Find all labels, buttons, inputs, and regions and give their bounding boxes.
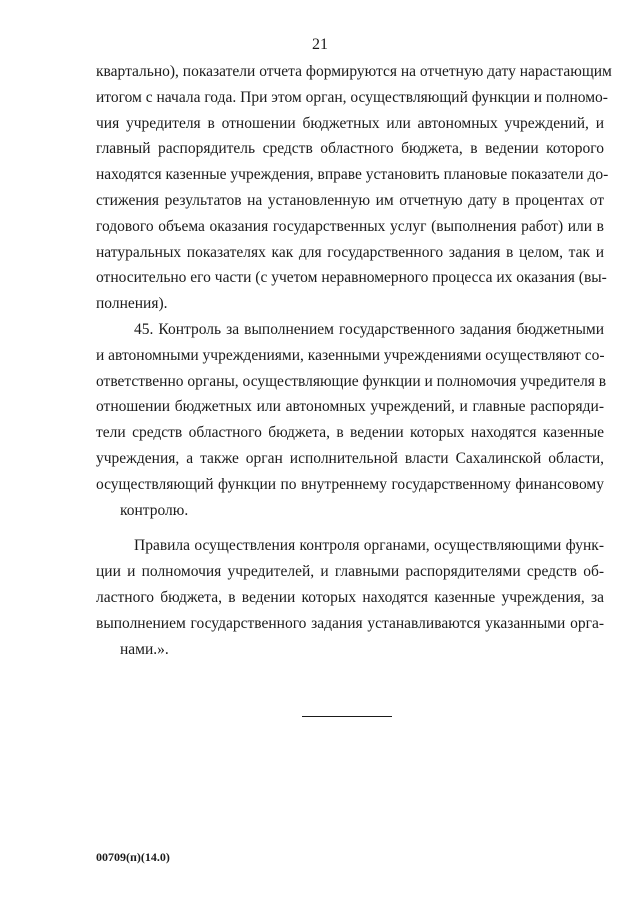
text-line: отношении бюджетных или автономных учреждений, и главные распоряди-	[96, 398, 604, 416]
text-line: осуществляющий функции по внутреннему государственному финансовому	[96, 475, 604, 493]
page-number: 21	[312, 36, 328, 53]
document-code: 00709(п)(14.0)	[96, 850, 170, 864]
end-separator-line	[302, 716, 392, 717]
text-line: выполнением государственного задания устанавливаются указанными орга-	[96, 614, 604, 632]
text-line: стижения результатов на установленную им отчетную дату в процентах от	[96, 191, 604, 209]
text-line: квартально), показатели отчета формируются на отчетную дату нарастающим	[96, 63, 612, 80]
text-line: относительно его части (с учетом неравномерного процесса их оказания (вы-	[96, 269, 607, 287]
text-line: ции и полномочия учредителей, и главными распорядителями средств об-	[96, 563, 604, 581]
document-body	[96, 59, 612, 662]
text-line: годового объема оказания государственных услуг (выполнения работ) или в	[96, 217, 604, 235]
text-line: Правила осуществления контроля органами, осуществляющими функ-	[134, 537, 604, 555]
text-line: итогом с начала года. При этом орган, осуществляющий функции и полномо-	[96, 88, 608, 106]
text-line: полнения).	[96, 295, 168, 313]
paragraph-rules	[96, 533, 604, 662]
text-line: ответственно органы, осуществляющие функции и полномочия учредителя в	[96, 372, 607, 390]
text-line: ластного бюджета, в ведении которых находятся казенные учреждения, за	[96, 588, 604, 606]
text-line: и автономными учреждениями, казенными учреждениями осуществляют со-	[96, 346, 605, 364]
text-line: учреждения, а также орган исполнительной власти Сахалинской области,	[96, 449, 604, 467]
text-line: контролю.	[120, 501, 189, 519]
text-line: чия учредителя в отношении бюджетных или автономных учреждений, и	[96, 114, 604, 132]
text-line: находятся казенные учреждения, вправе установить плановые показатели до-	[96, 166, 609, 184]
paragraph-45	[96, 317, 607, 523]
text-line: нами.».	[120, 640, 169, 658]
text-line: 45. Контроль за выполнением государственного задания бюджетными	[134, 320, 604, 338]
paragraph-continuation	[96, 59, 612, 317]
text-line: главный распорядитель средств областного бюджета, в ведении которого	[96, 140, 604, 158]
text-line: натуральных показателях как для государственного задания в целом, так и	[96, 243, 604, 261]
text-line: тели средств областного бюджета, в ведении которых находятся казенные	[96, 424, 604, 442]
